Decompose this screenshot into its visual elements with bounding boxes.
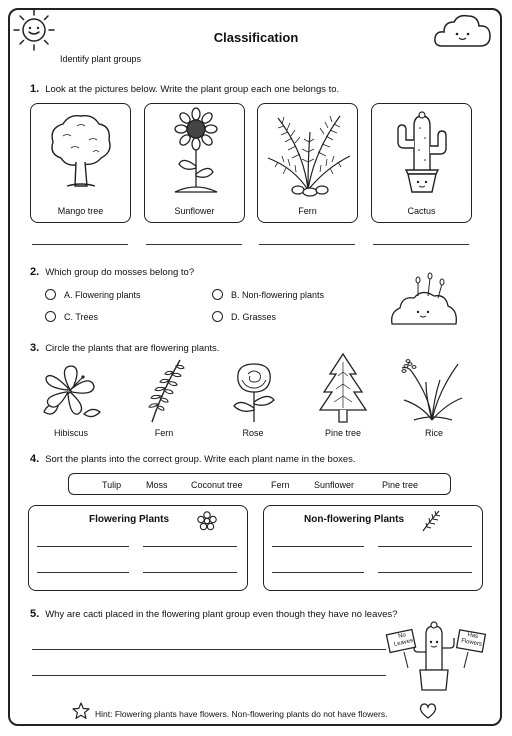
answer-line[interactable]: [272, 572, 364, 573]
answer-line[interactable]: [146, 244, 242, 245]
answer-line[interactable]: [32, 675, 386, 676]
word-bank-item: Tulip: [102, 480, 122, 490]
word-bank-item: Moss: [146, 480, 168, 490]
answer-line[interactable]: [37, 572, 129, 573]
answer-line[interactable]: [32, 649, 386, 650]
rice-icon: [400, 358, 466, 424]
sign-has-flowers: Has Flowers: [460, 632, 483, 648]
answer-line[interactable]: [259, 244, 355, 245]
moss-icon: [388, 272, 460, 328]
answer-line[interactable]: [378, 546, 472, 547]
picture-card-cactus: [371, 103, 472, 223]
cactus-icon: [390, 112, 454, 196]
fern-leaf-icon: [140, 356, 190, 426]
question-5: [30, 608, 397, 620]
answer-line[interactable]: [373, 244, 469, 245]
word-bank-item: Coconut tree: [191, 480, 243, 490]
hint-text: Hint: Flowering plants have flowers. Non-flowering plants do not have flowers.: [95, 709, 388, 719]
leaf-icon: [420, 509, 442, 533]
tree-icon: [49, 112, 113, 192]
card-label: Fern: [298, 206, 317, 216]
sunflower-icon: [171, 110, 221, 196]
question-number: 2.: [30, 266, 40, 278]
heart-icon: [419, 703, 437, 719]
answer-line[interactable]: [272, 546, 364, 547]
question-3: [30, 342, 219, 354]
card-label: Mango tree: [57, 206, 104, 216]
question-number: 3.: [30, 342, 40, 354]
picture-card-sunflower: [144, 103, 245, 223]
question-2: [30, 266, 194, 278]
answer-line[interactable]: [37, 546, 129, 547]
answer-line[interactable]: [32, 244, 128, 245]
question-number: 1.: [30, 83, 40, 95]
answer-line[interactable]: [143, 546, 237, 547]
word-bank-item: Fern: [271, 480, 290, 490]
radio-option-d[interactable]: [212, 311, 223, 322]
question-number: 4.: [30, 453, 40, 465]
plant-label: Pine tree: [324, 428, 362, 438]
flower-icon: [197, 511, 217, 531]
answer-line[interactable]: [378, 572, 472, 573]
sort-box-title: Flowering Plants: [89, 514, 170, 525]
word-bank: [68, 473, 451, 495]
question-4: [30, 453, 356, 465]
question-text: Sort the plants into the correct group. Write each plant name in the boxes.: [45, 454, 356, 465]
question-text: Look at the pictures below. Write the plant group each one belongs to.: [45, 84, 340, 95]
option-label: D. Grasses: [231, 312, 277, 322]
rose-icon: [228, 360, 280, 424]
answer-line[interactable]: [143, 572, 237, 573]
sort-box-flowering: [28, 505, 248, 591]
question-number: 5.: [30, 608, 40, 620]
question-text: Which group do mosses belong to?: [45, 267, 195, 278]
fern-icon: [264, 112, 352, 196]
sign-no-leaves: No Leaves: [393, 632, 414, 648]
word-bank-item: Sunflower: [314, 480, 355, 490]
plant-label: Hibiscus: [53, 428, 88, 438]
plant-label: Rice: [424, 428, 443, 438]
question-1: [30, 83, 339, 95]
word-bank-item: Pine tree: [382, 480, 419, 490]
question-text: Circle the plants that are flowering plants.: [45, 343, 220, 354]
page-subtitle: Identify plant groups: [60, 54, 142, 64]
question-text: Why are cacti placed in the flowering plant group even though they have no leaves?: [45, 609, 398, 620]
page-title: Classification: [213, 30, 299, 45]
picture-card-mango-tree: [30, 103, 131, 223]
radio-option-a[interactable]: [45, 289, 56, 300]
plant-label: Rose: [242, 428, 264, 438]
radio-option-c[interactable]: [45, 311, 56, 322]
option-label: B. Non-flowering plants: [231, 290, 325, 300]
sort-box-title: Non-flowering Plants: [304, 514, 404, 525]
picture-card-fern: [257, 103, 358, 223]
card-label: Cactus: [407, 206, 436, 216]
option-label: C. Trees: [64, 312, 99, 322]
sort-box-non-flowering: [263, 505, 483, 591]
card-label: Sunflower: [174, 206, 215, 216]
pine-tree-icon: [318, 352, 368, 426]
radio-option-b[interactable]: [212, 289, 223, 300]
option-label: A. Flowering plants: [64, 290, 141, 300]
hibiscus-icon: [38, 362, 104, 424]
cactus-signs-icon: [386, 618, 486, 692]
star-icon: [72, 702, 90, 720]
plant-label: Fern: [154, 428, 174, 438]
